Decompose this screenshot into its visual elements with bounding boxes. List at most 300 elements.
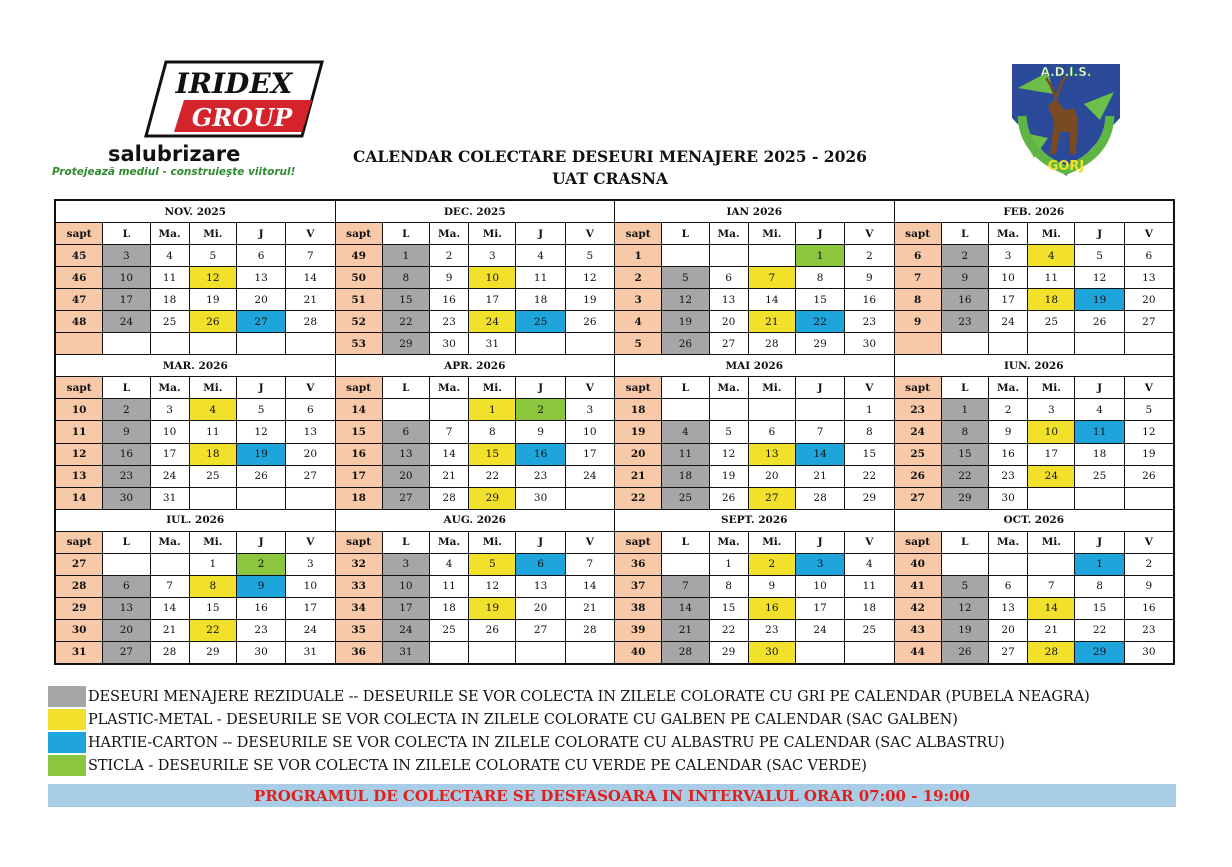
month-header: MAR. 2026 bbox=[56, 355, 335, 376]
month-header: AUG. 2026 bbox=[336, 510, 615, 531]
weekday-header: J bbox=[1075, 377, 1123, 398]
day-cell: 23 bbox=[845, 311, 893, 332]
day-cell: 31 bbox=[286, 642, 334, 663]
day-cell: 27 bbox=[237, 311, 285, 332]
day-cell: 27 bbox=[710, 333, 748, 354]
week-header: sapt bbox=[895, 223, 941, 244]
day-cell: 2 bbox=[103, 399, 149, 420]
day-cell: 19 bbox=[662, 311, 708, 332]
day-cell: 30 bbox=[430, 333, 468, 354]
week-number-cell: 18 bbox=[336, 488, 382, 509]
day-cell: 14 bbox=[749, 289, 795, 310]
day-cell: 24 bbox=[469, 311, 515, 332]
week-number-cell: 4 bbox=[615, 311, 661, 332]
week-number-cell: 42 bbox=[895, 598, 941, 619]
day-cell: 21 bbox=[151, 620, 189, 641]
day-cell: 20 bbox=[710, 311, 748, 332]
day-cell: 6 bbox=[989, 576, 1027, 597]
weekday-header: V bbox=[845, 377, 893, 398]
day-cell: 21 bbox=[286, 289, 334, 310]
week-number-cell: 12 bbox=[56, 444, 102, 465]
day-cell: 30 bbox=[516, 488, 564, 509]
weekday-header: Ma. bbox=[989, 223, 1027, 244]
week-number-cell: 41 bbox=[895, 576, 941, 597]
legend-text: STICLA - DESEURILE SE VOR COLECTA IN ZILELE COLORATE CU VERDE PE CALENDAR (SAC VERDE) bbox=[88, 757, 867, 774]
weekday-header: Mi. bbox=[469, 377, 515, 398]
day-cell bbox=[749, 245, 795, 266]
day-cell: 16 bbox=[103, 444, 149, 465]
adis-gorj-logo bbox=[1004, 58, 1128, 182]
week-number-cell: 40 bbox=[615, 642, 661, 663]
day-cell bbox=[662, 399, 708, 420]
week-number-cell: 6 bbox=[895, 245, 941, 266]
day-cell: 7 bbox=[286, 245, 334, 266]
weekday-header: L bbox=[103, 377, 149, 398]
day-cell: 17 bbox=[103, 289, 149, 310]
legend-item bbox=[48, 708, 1188, 731]
week-number-cell: 43 bbox=[895, 620, 941, 641]
day-cell bbox=[469, 642, 515, 663]
weekday-header: L bbox=[103, 532, 149, 553]
day-cell: 27 bbox=[1125, 311, 1173, 332]
day-cell bbox=[1075, 333, 1123, 354]
week-number-cell: 33 bbox=[336, 576, 382, 597]
week-number-cell: 18 bbox=[615, 399, 661, 420]
legend-swatch bbox=[48, 686, 86, 707]
day-cell: 12 bbox=[662, 289, 708, 310]
day-cell: 28 bbox=[796, 488, 844, 509]
week-number-cell: 13 bbox=[56, 466, 102, 487]
week-header: sapt bbox=[336, 532, 382, 553]
week-header: sapt bbox=[56, 532, 102, 553]
day-cell bbox=[845, 642, 893, 663]
day-cell: 24 bbox=[151, 466, 189, 487]
day-cell: 19 bbox=[1125, 444, 1173, 465]
day-cell: 10 bbox=[469, 267, 515, 288]
day-cell: 18 bbox=[1028, 289, 1074, 310]
weekday-header: Mi. bbox=[1028, 532, 1074, 553]
day-cell: 12 bbox=[942, 598, 988, 619]
weekday-header: V bbox=[286, 377, 334, 398]
weekday-header: Ma. bbox=[710, 377, 748, 398]
weekday-header: V bbox=[566, 532, 614, 553]
month-header: FEB. 2026 bbox=[895, 201, 1174, 222]
day-cell bbox=[237, 488, 285, 509]
week-number-cell: 21 bbox=[615, 466, 661, 487]
page-title bbox=[330, 146, 890, 190]
day-cell: 19 bbox=[190, 289, 236, 310]
day-cell: 3 bbox=[286, 554, 334, 575]
day-cell: 28 bbox=[749, 333, 795, 354]
day-cell bbox=[516, 642, 564, 663]
day-cell: 10 bbox=[383, 576, 429, 597]
week-number-cell: 53 bbox=[336, 333, 382, 354]
day-cell: 1 bbox=[796, 245, 844, 266]
day-cell: 25 bbox=[516, 311, 564, 332]
week-number-cell: 14 bbox=[336, 399, 382, 420]
month-header: SEPT. 2026 bbox=[615, 510, 894, 531]
day-cell: 6 bbox=[710, 267, 748, 288]
day-cell: 31 bbox=[383, 642, 429, 663]
day-cell: 29 bbox=[1075, 642, 1123, 663]
week-number-cell: 17 bbox=[336, 466, 382, 487]
weekday-header: L bbox=[662, 223, 708, 244]
day-cell: 6 bbox=[516, 554, 564, 575]
day-cell: 29 bbox=[383, 333, 429, 354]
day-cell: 5 bbox=[942, 576, 988, 597]
month-header: APR. 2026 bbox=[336, 355, 615, 376]
day-cell: 18 bbox=[662, 466, 708, 487]
day-cell: 3 bbox=[796, 554, 844, 575]
day-cell: 24 bbox=[286, 620, 334, 641]
day-cell: 11 bbox=[516, 267, 564, 288]
day-cell: 24 bbox=[566, 466, 614, 487]
day-cell: 14 bbox=[1028, 598, 1074, 619]
week-number-cell: 14 bbox=[56, 488, 102, 509]
day-cell: 7 bbox=[662, 576, 708, 597]
day-cell: 3 bbox=[383, 554, 429, 575]
day-cell: 6 bbox=[1125, 245, 1173, 266]
day-cell: 25 bbox=[1028, 311, 1074, 332]
day-cell: 12 bbox=[566, 267, 614, 288]
day-cell: 26 bbox=[237, 466, 285, 487]
weekday-header: Ma. bbox=[151, 377, 189, 398]
day-cell: 10 bbox=[566, 421, 614, 442]
week-number-cell: 34 bbox=[336, 598, 382, 619]
weekday-header: L bbox=[662, 532, 708, 553]
day-cell: 24 bbox=[796, 620, 844, 641]
day-cell bbox=[566, 333, 614, 354]
week-number-cell: 20 bbox=[615, 444, 661, 465]
day-cell: 4 bbox=[430, 554, 468, 575]
day-cell: 22 bbox=[845, 466, 893, 487]
day-cell: 21 bbox=[566, 598, 614, 619]
day-cell: 7 bbox=[566, 554, 614, 575]
day-cell: 13 bbox=[286, 421, 334, 442]
day-cell: 25 bbox=[430, 620, 468, 641]
day-cell: 5 bbox=[190, 245, 236, 266]
week-header: sapt bbox=[336, 223, 382, 244]
week-number-cell: 45 bbox=[56, 245, 102, 266]
day-cell: 8 bbox=[1075, 576, 1123, 597]
day-cell: 1 bbox=[469, 399, 515, 420]
day-cell: 1 bbox=[942, 399, 988, 420]
day-cell: 2 bbox=[942, 245, 988, 266]
day-cell: 26 bbox=[1075, 311, 1123, 332]
day-cell bbox=[430, 642, 468, 663]
week-number-cell: 2 bbox=[615, 267, 661, 288]
day-cell: 6 bbox=[237, 245, 285, 266]
day-cell: 25 bbox=[190, 466, 236, 487]
day-cell bbox=[1028, 333, 1074, 354]
day-cell: 27 bbox=[516, 620, 564, 641]
title-line-1: CALENDAR COLECTARE DESEURI MENAJERE 2025 - 2026 bbox=[353, 147, 867, 166]
weekday-header: Mi. bbox=[1028, 377, 1074, 398]
day-cell: 11 bbox=[662, 444, 708, 465]
day-cell: 12 bbox=[1075, 267, 1123, 288]
day-cell: 5 bbox=[662, 267, 708, 288]
iridex-logo bbox=[52, 58, 352, 178]
day-cell: 14 bbox=[430, 444, 468, 465]
day-cell: 5 bbox=[566, 245, 614, 266]
day-cell bbox=[1028, 488, 1074, 509]
day-cell: 5 bbox=[469, 554, 515, 575]
day-cell: 7 bbox=[749, 267, 795, 288]
day-cell bbox=[190, 488, 236, 509]
day-cell: 15 bbox=[845, 444, 893, 465]
day-cell bbox=[796, 399, 844, 420]
week-number-cell: 37 bbox=[615, 576, 661, 597]
day-cell: 26 bbox=[662, 333, 708, 354]
day-cell bbox=[989, 333, 1027, 354]
day-cell: 11 bbox=[190, 421, 236, 442]
day-cell: 12 bbox=[710, 444, 748, 465]
week-number-cell: 15 bbox=[336, 421, 382, 442]
week-number-cell: 5 bbox=[615, 333, 661, 354]
day-cell: 27 bbox=[989, 642, 1027, 663]
week-number-cell bbox=[56, 333, 102, 354]
day-cell bbox=[566, 642, 614, 663]
collection-calendar bbox=[54, 199, 1175, 665]
day-cell: 30 bbox=[989, 488, 1027, 509]
day-cell: 13 bbox=[989, 598, 1027, 619]
day-cell: 17 bbox=[989, 289, 1027, 310]
day-cell: 17 bbox=[1028, 444, 1074, 465]
day-cell: 11 bbox=[1075, 421, 1123, 442]
day-cell: 26 bbox=[566, 311, 614, 332]
logo-word: salubrizare bbox=[108, 142, 241, 166]
day-cell: 9 bbox=[430, 267, 468, 288]
day-cell: 12 bbox=[190, 267, 236, 288]
weekday-header: Mi. bbox=[1028, 223, 1074, 244]
day-cell: 28 bbox=[1028, 642, 1074, 663]
day-cell: 24 bbox=[1028, 466, 1074, 487]
legend-text: PLASTIC-METAL - DESEURILE SE VOR COLECTA IN ZILELE COLORATE CU GALBEN PE CALENDAR (SAC GALBEN) bbox=[88, 711, 958, 728]
day-cell: 14 bbox=[286, 267, 334, 288]
day-cell: 16 bbox=[430, 289, 468, 310]
day-cell: 10 bbox=[103, 267, 149, 288]
week-number-cell: 24 bbox=[895, 421, 941, 442]
day-cell: 19 bbox=[566, 289, 614, 310]
day-cell: 4 bbox=[151, 245, 189, 266]
day-cell: 2 bbox=[845, 245, 893, 266]
weekday-header: Mi. bbox=[190, 532, 236, 553]
day-cell: 20 bbox=[383, 466, 429, 487]
month-header: DEC. 2025 bbox=[336, 201, 615, 222]
day-cell: 22 bbox=[942, 466, 988, 487]
day-cell: 31 bbox=[151, 488, 189, 509]
weekday-header: J bbox=[237, 532, 285, 553]
week-header: sapt bbox=[895, 377, 941, 398]
week-number-cell: 7 bbox=[895, 267, 941, 288]
day-cell: 19 bbox=[469, 598, 515, 619]
day-cell: 7 bbox=[430, 421, 468, 442]
day-cell: 28 bbox=[151, 642, 189, 663]
day-cell: 23 bbox=[430, 311, 468, 332]
weekday-header: Ma. bbox=[151, 532, 189, 553]
day-cell: 8 bbox=[710, 576, 748, 597]
day-cell: 17 bbox=[286, 598, 334, 619]
day-cell: 26 bbox=[469, 620, 515, 641]
day-cell bbox=[1125, 333, 1173, 354]
day-cell: 16 bbox=[749, 598, 795, 619]
week-number-cell: 39 bbox=[615, 620, 661, 641]
day-cell: 7 bbox=[1028, 576, 1074, 597]
day-cell bbox=[190, 333, 236, 354]
day-cell: 9 bbox=[749, 576, 795, 597]
day-cell bbox=[1028, 554, 1074, 575]
day-cell: 18 bbox=[1075, 444, 1123, 465]
day-cell: 16 bbox=[989, 444, 1027, 465]
day-cell bbox=[566, 488, 614, 509]
day-cell: 8 bbox=[942, 421, 988, 442]
day-cell: 20 bbox=[516, 598, 564, 619]
day-cell: 9 bbox=[1125, 576, 1173, 597]
day-cell: 16 bbox=[516, 444, 564, 465]
week-number-cell: 10 bbox=[56, 399, 102, 420]
day-cell: 22 bbox=[1075, 620, 1123, 641]
week-number-cell: 44 bbox=[895, 642, 941, 663]
day-cell bbox=[237, 333, 285, 354]
day-cell: 23 bbox=[942, 311, 988, 332]
day-cell: 28 bbox=[430, 488, 468, 509]
day-cell: 29 bbox=[796, 333, 844, 354]
day-cell: 12 bbox=[469, 576, 515, 597]
week-header: sapt bbox=[615, 532, 661, 553]
day-cell: 20 bbox=[989, 620, 1027, 641]
logo-text-bottom: GROUP bbox=[191, 103, 293, 132]
week-number-cell: 38 bbox=[615, 598, 661, 619]
weekday-header: J bbox=[1075, 532, 1123, 553]
weekday-header: L bbox=[383, 223, 429, 244]
weekday-header: J bbox=[516, 377, 564, 398]
weekday-header: Mi. bbox=[749, 377, 795, 398]
day-cell: 2 bbox=[749, 554, 795, 575]
week-header: sapt bbox=[895, 532, 941, 553]
weekday-header: J bbox=[516, 532, 564, 553]
day-cell: 21 bbox=[796, 466, 844, 487]
day-cell: 29 bbox=[942, 488, 988, 509]
weekday-header: L bbox=[942, 223, 988, 244]
month-header: NOV. 2025 bbox=[56, 201, 335, 222]
week-number-cell: 8 bbox=[895, 289, 941, 310]
day-cell: 7 bbox=[151, 576, 189, 597]
legend-item bbox=[48, 731, 1188, 754]
day-cell: 6 bbox=[383, 421, 429, 442]
day-cell: 24 bbox=[383, 620, 429, 641]
week-number-cell: 29 bbox=[56, 598, 102, 619]
week-number-cell: 49 bbox=[336, 245, 382, 266]
week-number-cell: 23 bbox=[895, 399, 941, 420]
week-number-cell: 11 bbox=[56, 421, 102, 442]
legend-text: HARTIE-CARTON -- DESEURILE SE VOR COLECTA IN ZILELE COLORATE CU ALBASTRU PE CALENDAR (SAC ALBASTRU) bbox=[88, 734, 1005, 751]
weekday-header: J bbox=[1075, 223, 1123, 244]
week-number-cell: 27 bbox=[895, 488, 941, 509]
weekday-header: Ma. bbox=[710, 223, 748, 244]
day-cell: 21 bbox=[662, 620, 708, 641]
day-cell: 25 bbox=[151, 311, 189, 332]
day-cell: 19 bbox=[710, 466, 748, 487]
day-cell: 11 bbox=[430, 576, 468, 597]
day-cell: 4 bbox=[662, 421, 708, 442]
day-cell: 3 bbox=[151, 399, 189, 420]
weekday-header: Mi. bbox=[749, 532, 795, 553]
week-number-cell: 22 bbox=[615, 488, 661, 509]
day-cell: 5 bbox=[710, 421, 748, 442]
day-cell: 15 bbox=[190, 598, 236, 619]
weekday-header: Ma. bbox=[430, 223, 468, 244]
day-cell: 6 bbox=[749, 421, 795, 442]
day-cell: 26 bbox=[1125, 466, 1173, 487]
day-cell: 19 bbox=[237, 444, 285, 465]
gorj-text: GORJ bbox=[1047, 159, 1085, 174]
legend-item bbox=[48, 685, 1188, 708]
day-cell: 25 bbox=[1075, 466, 1123, 487]
day-cell: 5 bbox=[237, 399, 285, 420]
day-cell: 23 bbox=[103, 466, 149, 487]
week-header: sapt bbox=[336, 377, 382, 398]
week-number-cell: 46 bbox=[56, 267, 102, 288]
day-cell: 2 bbox=[516, 399, 564, 420]
day-cell: 16 bbox=[942, 289, 988, 310]
week-number-cell: 31 bbox=[56, 642, 102, 663]
weekday-header: Ma. bbox=[989, 532, 1027, 553]
day-cell: 21 bbox=[1028, 620, 1074, 641]
day-cell: 4 bbox=[845, 554, 893, 575]
day-cell: 3 bbox=[1028, 399, 1074, 420]
day-cell: 15 bbox=[942, 444, 988, 465]
day-cell: 8 bbox=[190, 576, 236, 597]
day-cell: 18 bbox=[151, 289, 189, 310]
day-cell: 25 bbox=[845, 620, 893, 641]
weekday-header: L bbox=[942, 532, 988, 553]
day-cell: 30 bbox=[845, 333, 893, 354]
day-cell: 4 bbox=[1028, 245, 1074, 266]
day-cell bbox=[1075, 488, 1123, 509]
weekday-header: V bbox=[845, 532, 893, 553]
day-cell: 26 bbox=[710, 488, 748, 509]
week-header: sapt bbox=[615, 223, 661, 244]
week-number-cell: 51 bbox=[336, 289, 382, 310]
day-cell: 27 bbox=[383, 488, 429, 509]
day-cell: 7 bbox=[796, 421, 844, 442]
day-cell: 30 bbox=[1125, 642, 1173, 663]
day-cell: 20 bbox=[1125, 289, 1173, 310]
weekday-header: L bbox=[662, 377, 708, 398]
day-cell: 15 bbox=[796, 289, 844, 310]
day-cell: 9 bbox=[942, 267, 988, 288]
day-cell bbox=[286, 333, 334, 354]
day-cell: 23 bbox=[237, 620, 285, 641]
legend-swatch bbox=[48, 755, 86, 776]
legend bbox=[48, 685, 1188, 777]
day-cell: 24 bbox=[989, 311, 1027, 332]
day-cell: 23 bbox=[989, 466, 1027, 487]
week-number-cell: 35 bbox=[336, 620, 382, 641]
day-cell bbox=[942, 554, 988, 575]
week-number-cell: 26 bbox=[895, 466, 941, 487]
weekday-header: Ma. bbox=[710, 532, 748, 553]
day-cell: 12 bbox=[1125, 421, 1173, 442]
day-cell: 29 bbox=[469, 488, 515, 509]
day-cell: 29 bbox=[845, 488, 893, 509]
title-line-2: UAT CRASNA bbox=[552, 169, 668, 188]
day-cell bbox=[710, 399, 748, 420]
month-header: OCT. 2026 bbox=[895, 510, 1174, 531]
day-cell: 5 bbox=[1075, 245, 1123, 266]
weekday-header: Mi. bbox=[190, 223, 236, 244]
week-number-cell: 1 bbox=[615, 245, 661, 266]
